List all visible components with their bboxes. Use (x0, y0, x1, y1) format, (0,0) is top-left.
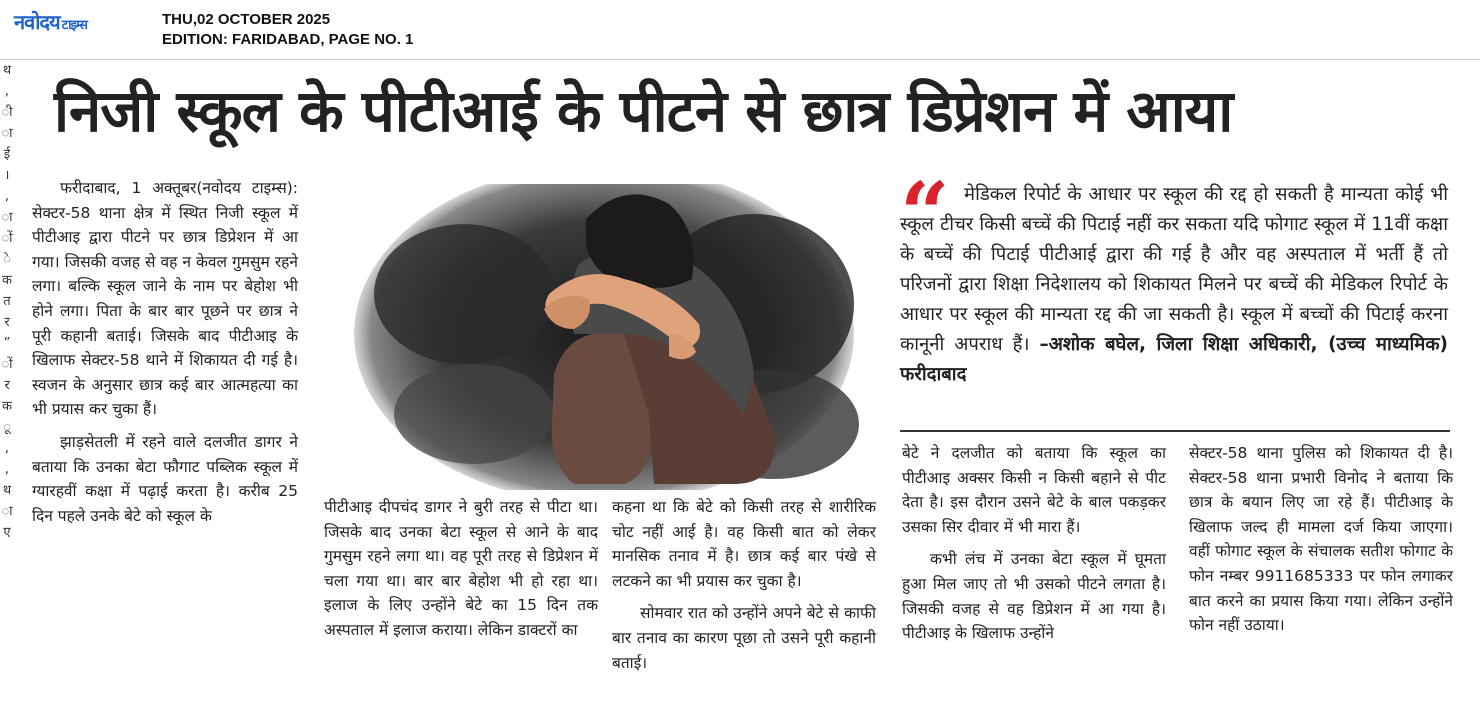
quote-source: –अशोक बघेल, जिला शिक्षा अधिकारी, (उच्च माध्यमिक) फरीदाबाद (900, 334, 1448, 385)
edition-info (162, 10, 413, 50)
article-column-5 (1189, 441, 1453, 638)
strip-char: । (4, 168, 10, 183)
adjacent-article-strip (0, 60, 14, 727)
page-header (0, 0, 1480, 60)
paragraph: झाड़सेतली में रहने वाले दलजीत डागर ने बताया कि उनका बेटा फौगाट पब्लिक स्कूल में ग्यारहवीं कक्षा में पढ़ाई करता है। करीब 25 दिन पहले उनके बेटे को स्कूल के (32, 432, 298, 525)
strip-char: र (4, 378, 10, 393)
strip-char: थ (2, 483, 12, 498)
distressed-student-illustration (324, 184, 873, 490)
strip-char: े (3, 252, 11, 267)
paragraph: कभी लंच में उनका बेटा स्कूल में घूमता हुआ मिल जाए तो भी उसको पीटने लगता है। जिसकी वजह से वह डिप्रेशन में आ गया है। पीटीआइ के खिलाफ उन्होंने (902, 550, 1166, 643)
strip-char: ों (1, 357, 13, 372)
strip-char: ए (3, 525, 11, 540)
strip-char: क (2, 399, 12, 414)
strip-char: , (4, 84, 10, 99)
divider (900, 430, 1450, 432)
strip-char: ा (1, 126, 13, 141)
paragraph: बेटे ने दलजीत को बताया कि स्कूल का पीटीआइ अक्सर किसी न किसी बहाने से पीट देता है। इस दौरान उसने बेटे के बाल पकड़कर उसका सिर दीवार में भी मारा हैं। (902, 444, 1166, 536)
article-headline: निजी स्कूल के पीटीआई के पीटने से छात्र डिप्रेशन में आया (54, 77, 1233, 145)
strip-char: क (2, 273, 12, 288)
paragraph: सोमवार रात को उन्होंने अपने बेटे से काफी बार तनाव का कारण पूछा तो उसने पूरी कहानी बताई। (612, 604, 876, 672)
strip-char: ” (3, 336, 11, 351)
logo-main-text: नवोदय (14, 10, 60, 34)
paragraph: सेक्टर-58 थाना पुलिस को शिकायत दी है। सेक्टर-58 थाना प्रभारी विनोद ने बताया कि छात्र के बयान लिए जा रहे हैं। पीटीआइ के खिलाफ जल्द ही मामला दर्ज किया जाएगा। वहीं फोगाट स्कूल के संचालक सतीश फोगाट के फोन नम्बर 9911685333 पर फोन लगाकर बात करने का प्रयास किया गया। लेकिन उन्होंने फोन नहीं उठाया। (1189, 444, 1453, 635)
strip-char: ू (3, 420, 11, 435)
date-line: THU,02 OCTOBER 2025 (162, 11, 331, 28)
logo-sub-text: टाइम्स (61, 18, 87, 33)
paragraph: कहना था कि बेटे को किसी तरह से शारीरिक चोट नहीं आई है। वह किसी बात को लेकर मानसिक तनाव में है। छात्र कई बार पंखे से लटकने का भी प्रयास कर चुका है। (612, 498, 876, 590)
strip-char: ा (1, 210, 13, 225)
newspaper-logo[interactable] (14, 8, 87, 35)
article-column-2 (324, 495, 598, 643)
strip-char: थ (2, 63, 12, 78)
quote-mark-icon: “ (900, 164, 950, 265)
strip-char: ी (1, 105, 13, 120)
strip-char: , (4, 441, 10, 456)
strip-char: त (3, 294, 11, 309)
strip-char: ों (1, 231, 13, 246)
paragraph: पीटीआइ दीपचंद डागर ने बुरी तरह से पीटा था। जिसके बाद उनका बेटा स्कूल से आने के बाद गुमसुम रहने लगा था। वह पूरी तरह से डिप्रेशन में चला गया था। बार बार बेहोश भी हो रहा था। इलाज के लिए उन्होंने बेटे का 15 दिन तक अस्पताल में इलाज कराया। लेकिन डाक्टरों का (324, 498, 598, 639)
strip-char: ई (3, 147, 11, 162)
strip-char: , (4, 462, 10, 477)
edition-line: EDITION: FARIDABAD, PAGE NO. 1 (162, 31, 414, 48)
paragraph: फरीदाबाद, 1 अक्तूबर(नवोदय टाइम्स): सेक्टर-58 थाना क्षेत्र में स्थित निजी स्कूल में पीटीआइ द्वारा पीटने पर छात्र डिप्रेशन में आ गया। जिसकी वजह से वह न केवल गुमसुम रहने लगा। बल्कि स्कूल जाने के नाम पर बेहोश भी होने लगा। पिता के बार बार पूछने पर छात्र ने पूरी कहानी बताई। जिसके बाद पीटीआइ के खिलाफ सेक्टर-58 थाने में शिकायत दी गई है। स्वजन के अनुसार छात्र कई बार आत्महत्या का भी प्रयास कर चुका हैं। (32, 179, 298, 419)
article-column-4 (902, 441, 1166, 646)
article-column-3 (612, 495, 876, 675)
article-photo (324, 184, 873, 490)
strip-char: , (4, 189, 10, 204)
article-column-1 (32, 176, 298, 528)
pull-quote (900, 164, 1448, 390)
quote-text (900, 164, 1448, 390)
quote-body: मेडिकल रिपोर्ट के आधार पर स्कूल की रद्द हो सकती है मान्यता कोई भी स्कूल टीचर किसी बच्चें की पिटाई नहीं कर सकता यदि फोगाट स्कूल में 11वीं कक्षा के बच्चें की पिटाई पीटीआई द्वारा की गई है और वह अस्पताल में भर्ती हैं तो परिजनों द्वारा शिक्षा निदेशालय को शिकायत मिलने पर बच्चें की मेडिकल रिपोर्ट के आधार पर स्कूल की मान्यता रद्द की जा सकती है। स्कूल में बच्चों की पिटाई करना कानूनी अपराध हैं। (900, 184, 1448, 355)
strip-char: र (4, 315, 10, 330)
strip-char: ा (1, 504, 13, 519)
